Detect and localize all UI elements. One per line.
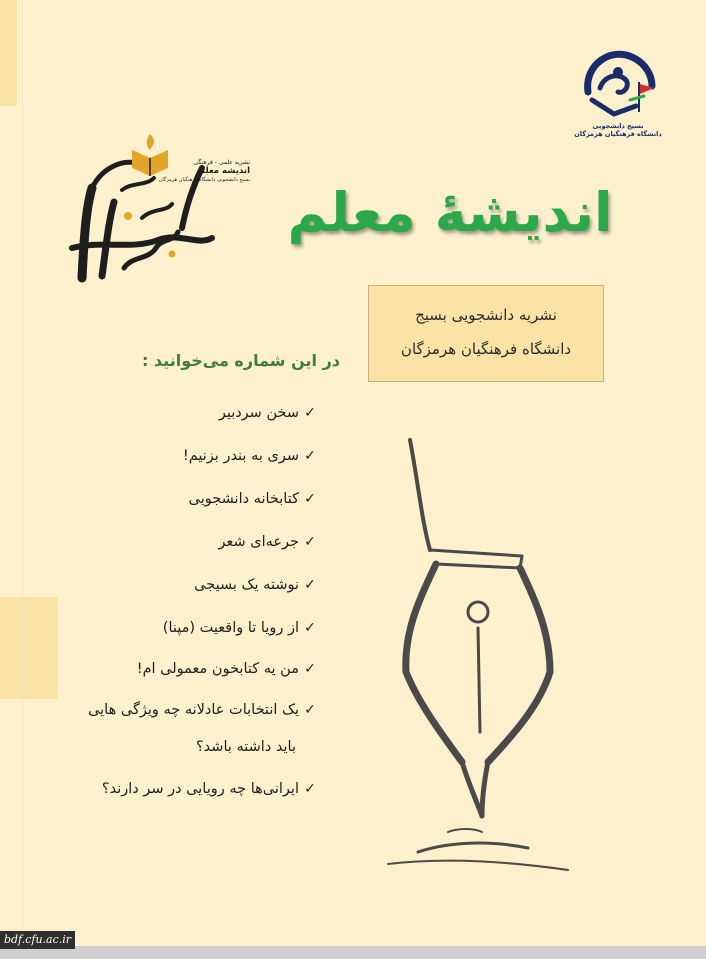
basij-logo-figure	[600, 76, 627, 92]
check-icon: ✓	[304, 781, 316, 797]
toc-heading: در این شماره می‌خوانید :	[141, 351, 340, 370]
toc-item	[80, 491, 318, 507]
toc-item	[80, 620, 318, 636]
basij-logo-head	[613, 67, 623, 77]
check-icon: ✓	[304, 405, 316, 421]
calligraphy-logo	[62, 128, 252, 283]
toc-item-label: سری به بندر بزنیم!	[182, 448, 299, 464]
check-icon: ✓	[304, 702, 316, 718]
check-icon: ✓	[304, 620, 316, 636]
toc-item-label: ایرانی‌ها چه رویایی در سر دارند؟	[101, 781, 299, 797]
bottom-strip	[0, 946, 706, 959]
check-icon: ✓	[304, 448, 316, 464]
toc-item	[80, 405, 318, 421]
publication-info-box	[368, 285, 604, 382]
calligraphy-small-line2: اندیشه معلم	[198, 166, 250, 176]
info-line-1: نشریه دانشجویی بسیج	[415, 306, 557, 324]
decorative-tab-top	[0, 0, 17, 106]
toc-item-continuation: باید داشته باشد؟	[195, 739, 296, 755]
basij-caption-line2: دانشگاه فرهنگیان هرمزگان	[574, 130, 662, 138]
check-icon: ✓	[304, 577, 316, 593]
page-title: اندیشهٔ معلم	[287, 181, 613, 244]
toc-item-label: من یه کتابخون معمولی ام!	[136, 661, 299, 677]
calligraphy-small-line3: بسیج دانشجویی دانشگاه فرهنگیان هرمزگان	[158, 177, 250, 183]
toc-item	[80, 781, 318, 797]
basij-logo-base	[592, 100, 636, 114]
basij-caption-line1: بسیج دانشجویی	[592, 122, 644, 130]
check-icon: ✓	[304, 534, 316, 550]
toc-item-label: نوشته یک بسیجی	[194, 577, 299, 593]
check-icon: ✓	[304, 491, 316, 507]
toc-item	[80, 702, 318, 718]
basij-logo-caption	[572, 122, 664, 138]
calligraphy-small-line1: نشریه علمی - فرهنگی	[193, 159, 250, 166]
source-watermark[interactable]: bdf.cfu.ac.ir	[0, 931, 75, 949]
toc-item-label: کتابخانه دانشجویی	[188, 491, 299, 507]
toc-item	[80, 661, 318, 677]
info-line-2: دانشگاه فرهنگیان هرمزگان	[400, 340, 572, 358]
toc-item-label: جرعه‌ای شعر	[218, 534, 299, 550]
decorative-edge-line	[22, 0, 23, 946]
basij-logo-green	[630, 96, 644, 100]
check-icon: ✓	[304, 661, 316, 677]
decorative-tab-middle	[0, 597, 58, 699]
fountain-pen-illustration	[378, 432, 578, 882]
toc-item-label: از رویا تا واقعیت (مپنا)	[162, 620, 299, 636]
toc-item-label: سخن سردبیر	[218, 405, 299, 421]
toc-item-label: یک انتخابات عادلانه چه ویژگی هایی	[88, 702, 299, 718]
toc-item	[80, 534, 318, 550]
toc-item	[80, 577, 318, 593]
flame-icon	[147, 134, 154, 150]
toc-item	[80, 448, 318, 464]
